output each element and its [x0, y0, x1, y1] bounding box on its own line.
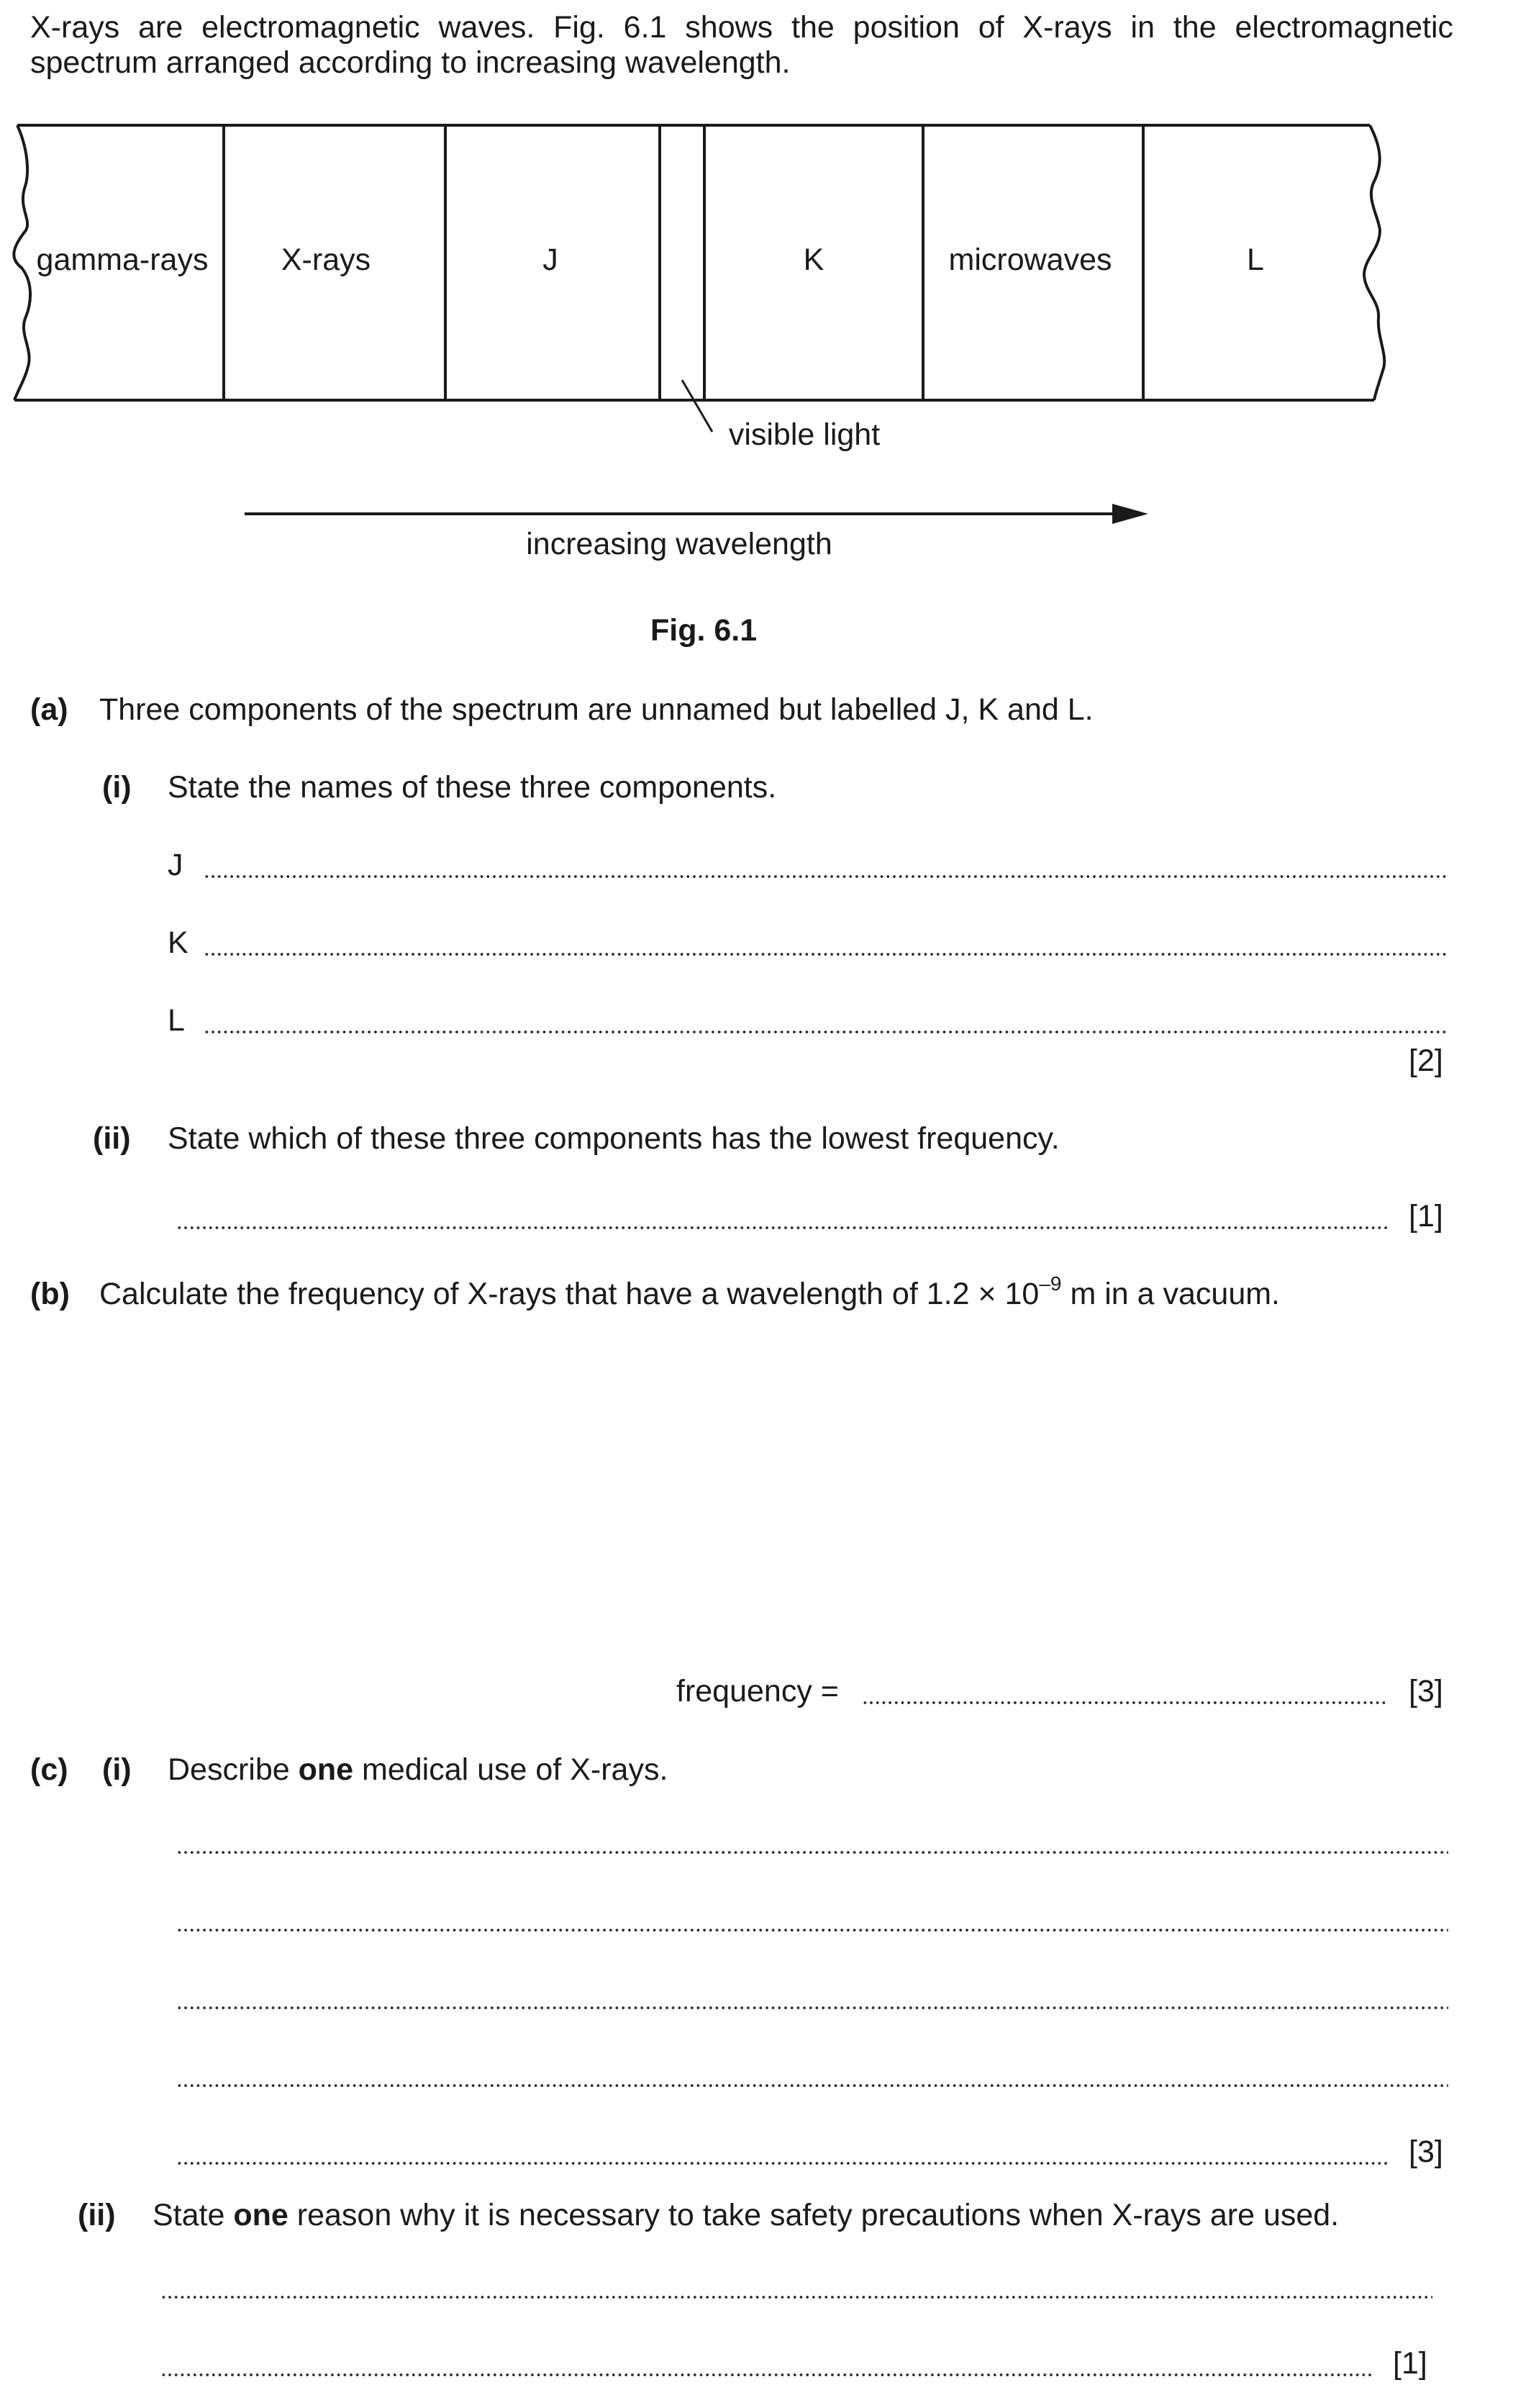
band-microwaves: microwaves — [948, 243, 1112, 277]
part-c-i-text: Describe one medical use of X-rays. — [168, 1752, 668, 1787]
answer-line-j[interactable] — [204, 872, 1448, 881]
frequency-label: frequency = — [676, 1674, 839, 1708]
marks-a-i: [2] — [1409, 1044, 1443, 1078]
answer-line-c-i-2[interactable] — [176, 1926, 1448, 1934]
marks-c-ii: [1] — [1393, 2346, 1427, 2381]
spectrum-right-break — [1364, 125, 1384, 400]
answer-line-label-k: K — [168, 925, 188, 960]
part-c-ii-label: (ii) — [78, 2198, 116, 2232]
answer-line-c-i-3[interactable] — [176, 2004, 1448, 2012]
answer-line-l[interactable] — [204, 1028, 1448, 1036]
answer-line-c-i-4[interactable] — [176, 2081, 1448, 2090]
intro-text: X-rays are electromagnetic waves. Fig. 6.1 shows the position of X-rays in the electromagnetic spectrum arranged according to increasing wavelength. — [30, 10, 1453, 80]
part-a-label: (a) — [30, 692, 68, 727]
arrow-label: increasing wavelength — [526, 527, 832, 561]
marks-c-i: [3] — [1409, 2135, 1443, 2169]
answer-line-c-i-1[interactable] — [176, 1848, 1448, 1857]
part-c-i-label: (i) — [102, 1752, 132, 1787]
answer-line-c-ii-2[interactable] — [160, 2371, 1373, 2379]
part-a-i-text: State the names of these three components. — [168, 770, 777, 805]
answer-line-label-l: L — [168, 1003, 185, 1038]
part-a-ii-label: (ii) — [93, 1121, 131, 1156]
part-c-label: (c) — [30, 1752, 68, 1787]
answer-line-c-i-5[interactable] — [176, 2159, 1389, 2168]
answer-line-a-ii[interactable] — [176, 1223, 1389, 1232]
part-a-ii-text: State which of these three components has the lowest frequency. — [168, 1121, 1060, 1156]
marks-a-ii: [1] — [1409, 1199, 1443, 1234]
part-b-text: Calculate the frequency of X-rays that have a wavelength of $1.2 \times 10^{-9}$ m in a vacuum. — [99, 1272, 1280, 1311]
part-b-label: (b) — [30, 1277, 70, 1311]
marks-b: [3] — [1409, 1674, 1443, 1708]
band-j: J — [542, 243, 558, 277]
answer-line-k[interactable] — [204, 950, 1448, 959]
band-k: K — [803, 243, 824, 277]
em-spectrum-diagram — [0, 108, 1513, 569]
figure-caption: Fig. 6.1 — [650, 613, 758, 648]
arrow-head — [1112, 504, 1148, 524]
answer-line-label-j: J — [168, 848, 183, 882]
frequency-answer-line[interactable] — [862, 1698, 1389, 1707]
part-a-i-label: (i) — [102, 770, 132, 805]
part-a-text: Three components of the spectrum are unnamed but labelled J, K and L. — [99, 692, 1094, 727]
answer-line-c-ii-1[interactable] — [160, 2293, 1432, 2301]
band-x-rays: X-rays — [281, 243, 371, 277]
part-c-ii-text: State one reason why it is necessary to take safety precautions when X-rays are used. — [153, 2198, 1340, 2232]
band-gamma-rays: gamma-rays — [36, 243, 209, 277]
visible-light-label: visible light — [728, 417, 881, 452]
spectrum-left-break — [14, 125, 30, 400]
visible-light-pointer — [682, 380, 712, 432]
band-l: L — [1247, 243, 1264, 277]
